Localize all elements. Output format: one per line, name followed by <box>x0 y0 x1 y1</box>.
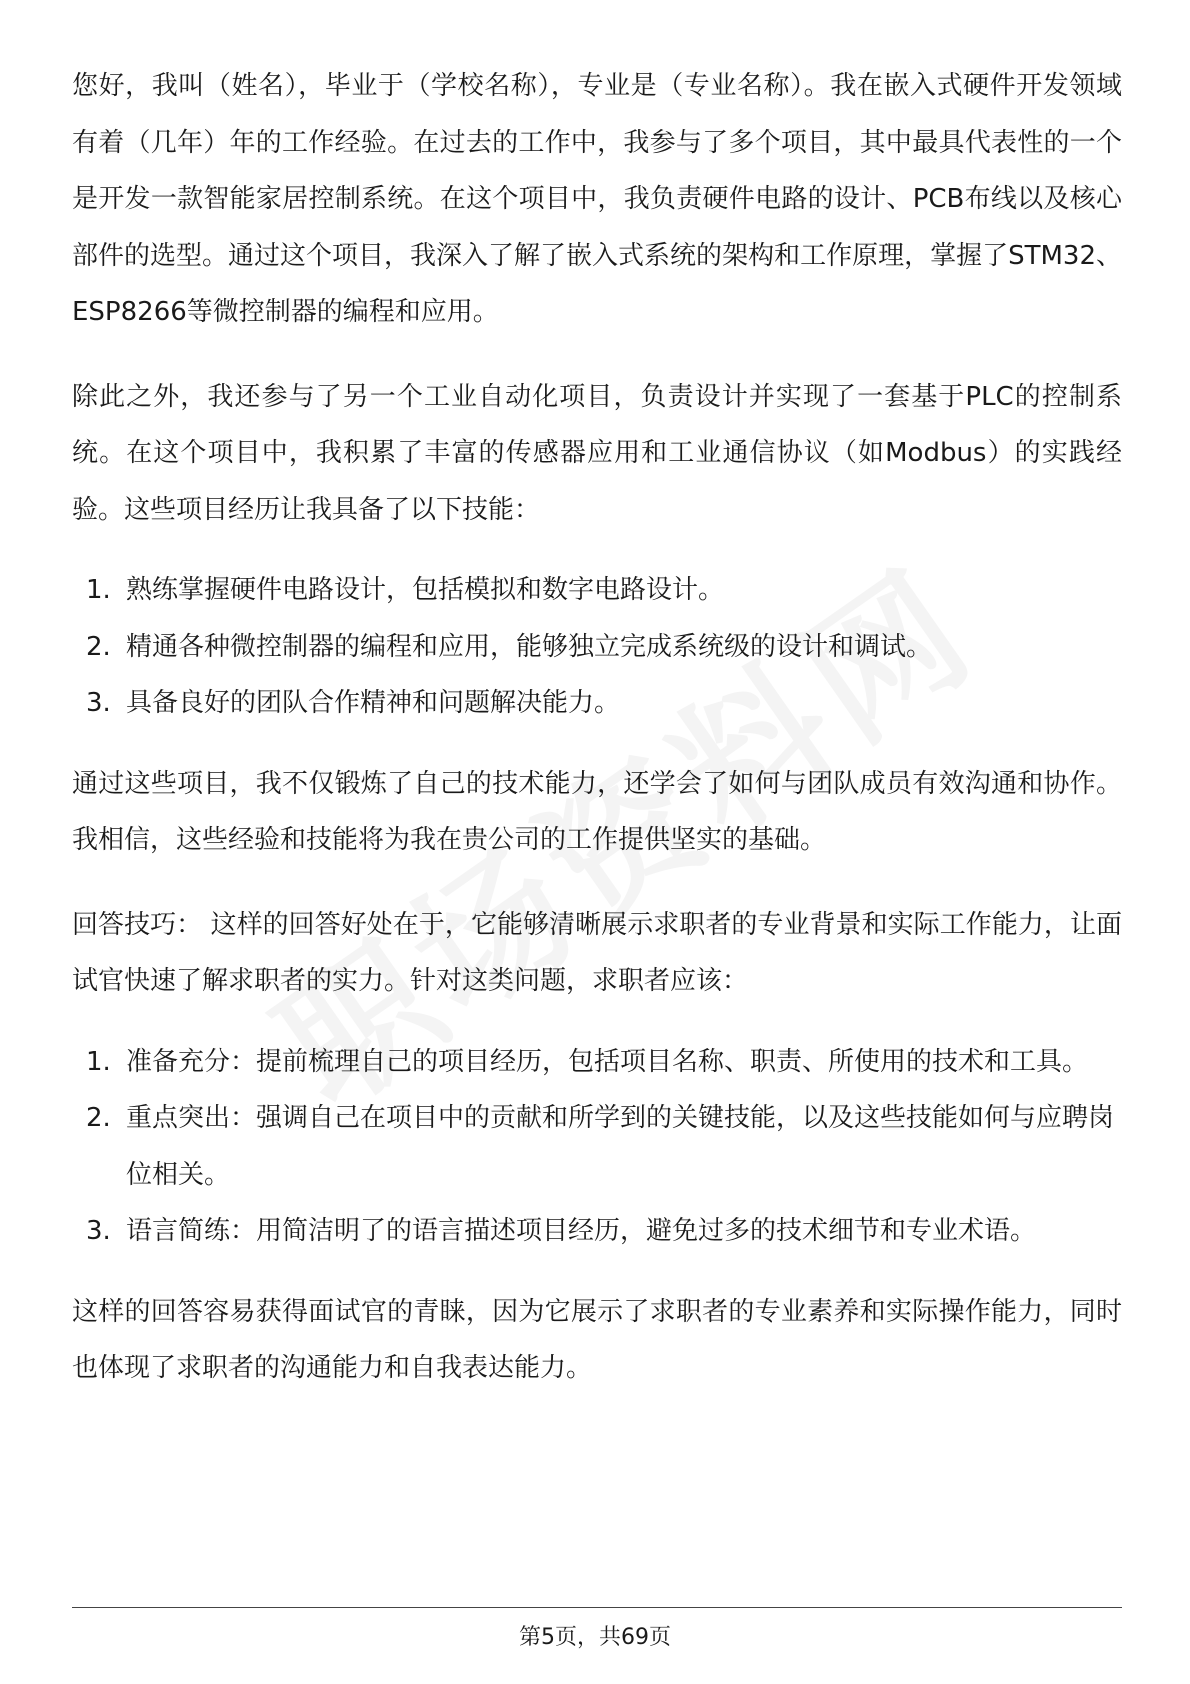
tips-list <box>72 1034 1122 1260</box>
summary-paragraph: 通过这些项目，我不仅锻炼了自己的技术能力，还学会了如何与团队成员有效沟通和协作。我相信，这些经验和技能将为我在贵公司的工作提供坚实的基础。 <box>72 768 1122 855</box>
list-item-text: 准备充分：提前梳理自己的项目经历，包括项目名称、职责、所使用的技术和工具。 <box>126 1046 1089 1077</box>
footer-divider <box>72 1607 1122 1608</box>
list-item-text: 精通各种微控制器的编程和应用，能够独立完成系统级的设计和调试。 <box>126 631 933 662</box>
tips-intro-paragraph: 回答技巧： 这样的回答好处在于，它能够清晰展示求职者的专业背景和实际工作能力，让面试官快速了解求职者的实力。针对这类问题，求职者应该： <box>72 909 1122 996</box>
list-item-text: 熟练掌握硬件电路设计，包括模拟和数字电路设计。 <box>126 575 725 605</box>
page-content <box>72 58 1122 1397</box>
list-item <box>72 562 1122 619</box>
list-item <box>72 619 1122 676</box>
list-item-text: 具备良好的团队合作精神和问题解决能力。 <box>126 688 621 718</box>
skills-list <box>72 562 1122 732</box>
list-number: 3. <box>86 688 111 718</box>
intro-paragraph: 您好，我叫（姓名），毕业于（学校名称），专业是（专业名称）。我在嵌入式硬件开发领域有着（几年）年的工作经验。在过去的工作中，我参与了多个项目，其中最具代表性的一个是开发一款智能家居控制系统。在这个项目中，我负责硬件电路的设计、PCB布线以及核心部件的选型。通过这个项目，我深入了解了嵌入式系统的架构和工作原理，掌握了STM32、ESP8266等微控制器的编程和应用。 <box>72 71 1122 327</box>
list-item-text: 语言简练：用简洁明了的语言描述项目经历，避免过多的技术细节和专业术语。 <box>126 1216 1037 1246</box>
page-number: 第5页，共69页 <box>519 1625 671 1650</box>
list-number: 1. <box>86 575 111 605</box>
list-item <box>72 1090 1122 1203</box>
list-item <box>72 675 1122 732</box>
list-item <box>72 1203 1122 1260</box>
list-item-text: 重点突出：强调自己在项目中的贡献和所学到的关键技能，以及这些技能如何与应聘岗位相关。 <box>126 1103 1115 1190</box>
closing-paragraph: 这样的回答容易获得面试官的青睐，因为它展示了求职者的专业素养和实际操作能力，同时也体现了求职者的沟通能力和自我表达能力。 <box>72 1296 1122 1383</box>
list-number: 2. <box>86 631 111 662</box>
list-number: 3. <box>86 1216 111 1246</box>
list-item <box>72 1034 1122 1091</box>
list-number: 1. <box>86 1046 111 1077</box>
experience-paragraph: 除此之外，我还参与了另一个工业自动化项目，负责设计并实现了一套基于PLC的控制系统。在这个项目中，我积累了丰富的传感器应用和工业通信协议（如Modbus）的实践经验。这些项目经历让我具备了以下技能： <box>72 381 1122 525</box>
list-number: 2. <box>86 1103 111 1133</box>
